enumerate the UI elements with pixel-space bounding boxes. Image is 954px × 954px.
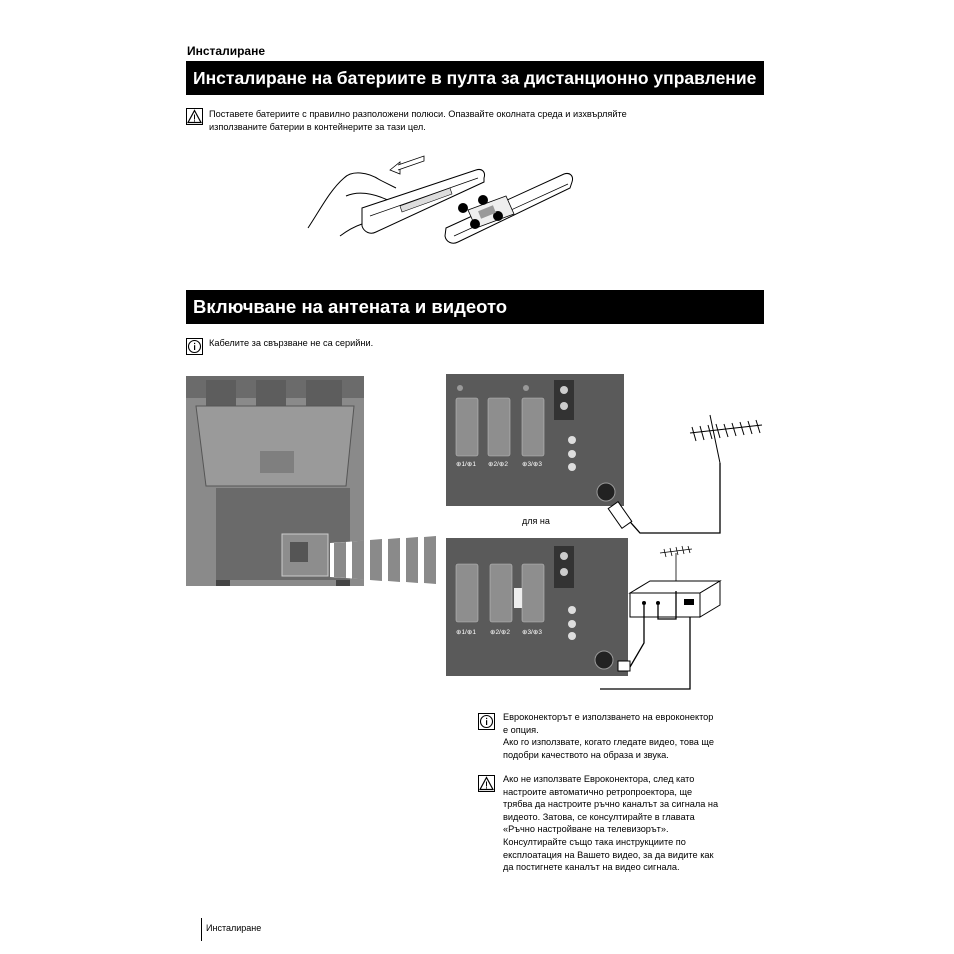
antenna-section-title: Включване на антената и видеото: [186, 290, 764, 324]
panel-label-av3: ⊕3/⊕3: [522, 461, 542, 468]
footer-label: Инсталиране: [206, 923, 262, 933]
panel-label-av1: ⊕1/⊕1: [456, 461, 476, 468]
section-label: Инсталиране: [187, 44, 266, 58]
antenna-icon: [690, 415, 762, 531]
note-line: експлоатация на Вашето видео, за да видите как: [503, 849, 714, 860]
note-line: настроите автоматично ретропроектора, ще: [503, 786, 693, 797]
warning-triangle-icon: [186, 108, 203, 125]
wiring-diagram: [600, 405, 770, 695]
note-line: Консултирайте също така инструкциите по: [503, 836, 686, 847]
note-line: «Ръчно настройване на телевизорът».: [503, 824, 669, 835]
battery-note: [209, 108, 627, 133]
battery-section-title: Инсталиране на батериите в пулта за дистанционно управление: [186, 61, 764, 95]
info-icon: [478, 713, 495, 730]
zoom-indicator: [330, 535, 448, 585]
note-line: да постигнете каналът на видео сигнала.: [503, 862, 680, 873]
remote-battery-illustration: [300, 150, 590, 260]
panel-label-av2: ⊕2/⊕2: [490, 629, 510, 636]
note-line: Ако не използвате Евроконектора, след като: [503, 774, 695, 784]
info-icon: [186, 338, 203, 355]
euroconnector-note: [503, 711, 714, 761]
footer-divider: [201, 918, 202, 941]
panel-label-av2: ⊕2/⊕2: [488, 461, 508, 468]
note-line: Ако го използвате, когато гледате видео, това ще: [503, 737, 714, 748]
battery-note-line: Поставете батериите с правилно разположени полюси. Опазвайте околната среда и изхвърляйте: [209, 109, 627, 119]
note-line: видеото. Затова, се консултирайте в главата: [503, 811, 695, 822]
connector-panel-top: [446, 374, 624, 506]
note-line: подобри качеството на образа и звука.: [503, 749, 669, 760]
note-line: е опция.: [503, 724, 539, 735]
warning-triangle-icon: [478, 775, 495, 792]
caption-between: для на: [522, 516, 550, 526]
battery-note-line: използваните батерии в контейнерите за тази цел.: [209, 121, 426, 132]
panel-label-av1: ⊕1/⊕1: [456, 629, 476, 636]
note-line: трябва да настроите ръчно каналът за сигнала на: [503, 799, 719, 810]
panel-label-av3: ⊕3/⊕3: [522, 629, 542, 636]
note-line: Евроконекторът е използването на евроконектор: [503, 712, 714, 722]
cables-note: Кабелите за свързване не са серийни.: [209, 338, 374, 348]
manual-tuning-warning: [503, 773, 718, 874]
